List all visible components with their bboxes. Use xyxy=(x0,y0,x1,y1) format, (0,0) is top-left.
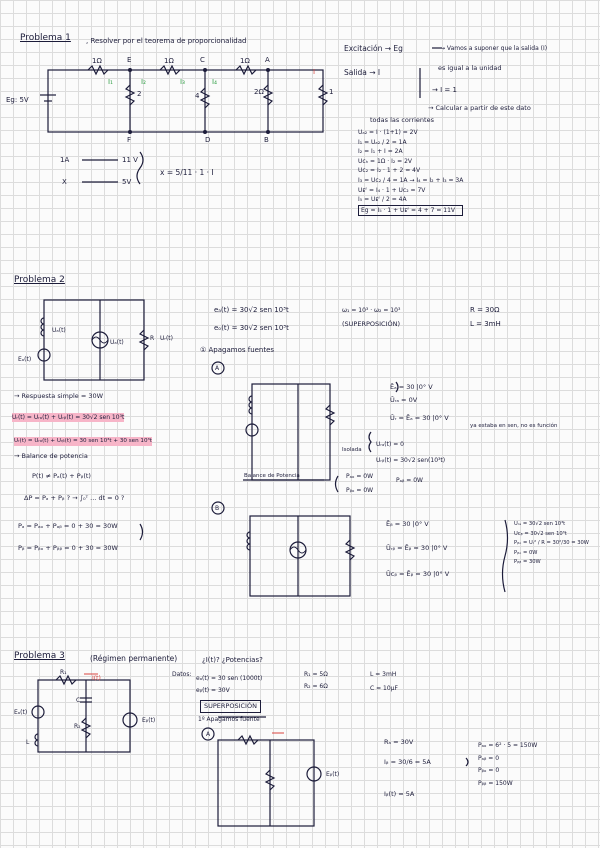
p2-rg1: Uᵣₐ = 30√2 sen 10³t xyxy=(514,521,566,527)
p1-prop-result: x = 5/11 · 1 · I xyxy=(160,168,214,177)
p1-excitation: Excitación → Eg xyxy=(344,44,403,53)
p3-questions: ¿I(t)? ¿Potencias? xyxy=(202,656,263,664)
p2-isol: Isolada xyxy=(342,447,362,453)
p2-dp: ΔP = Pₐ + Pᵦ ? → ∫₀ᵀ ... dt = 0 ? xyxy=(24,494,125,502)
p1-output: Salida → I xyxy=(344,68,381,77)
p1-calc-3: I₂ = I₁ + I = 2A xyxy=(358,148,403,156)
p1-note-d: → Calcular a partir de este dato xyxy=(428,104,531,112)
p2-eq1: eₐ(t) = 30√2 sen 10³t xyxy=(214,306,289,314)
p1-note-e: todas las corrientes xyxy=(370,116,434,124)
problem1-statement: , Resolver por el teorema de proporcionalidad xyxy=(86,37,247,45)
p1-node-label-e: E xyxy=(127,56,132,64)
p2-bal1: P(t) ≠ Pₐ(t) + Pᵦ(t) xyxy=(32,472,91,480)
p3-src-ea: Eₐ(t) xyxy=(14,709,28,716)
p1-calc-9: Eg = I₅ · 1 + Uᴇᶠ = 4 + 7 = 11V xyxy=(358,205,463,217)
p3-d6: C = 10µF xyxy=(370,685,398,692)
p2-pf3: Pᵦₒ = 0W xyxy=(346,487,374,494)
problem1-title: Problema 1 xyxy=(20,33,71,43)
p2-rc: Ūᵣ = Ēₐ = 30 |0° V xyxy=(390,414,449,422)
p2-apag: ① Apagamos fuentes xyxy=(200,346,275,354)
p3-lbl-c: C xyxy=(76,697,81,704)
p2-bal-pot: Balance de Potencia xyxy=(244,473,300,479)
p2-pf1: Pₐₒ = 0W xyxy=(346,473,374,480)
p3-powers xyxy=(478,740,537,790)
p3-res3: Iᵦ(t) = 5A xyxy=(384,790,415,798)
p1-node-label-c: C xyxy=(200,56,205,64)
p3-d4: R₂ = 6Ω xyxy=(304,683,328,690)
p3-lbl-eb2: Eᵦ(t) xyxy=(326,771,340,778)
p1-res-1: 1Ω xyxy=(92,57,102,65)
p2-rg2: Uᴄᵦ = 30√2 sen 10³t xyxy=(514,530,567,537)
p3-subtitle: (Régimen permanente) xyxy=(90,654,178,663)
p2-rb: Ūᵣₐ = 0V xyxy=(390,396,418,404)
p3-lbl-i: I(t) xyxy=(92,675,101,682)
p1-note-b: es igual a la unidad xyxy=(438,64,502,72)
p2-src2: Uₐ(t) xyxy=(110,339,124,346)
p2-rg3: Pᵦₒ = Uᵣ² / R = 30²/30 = 30W xyxy=(514,540,589,547)
problem2-title: Problema 2 xyxy=(14,275,65,285)
p2-rc-note: ya estaba en sen, no es función xyxy=(470,423,558,429)
p1-node-label-b: B xyxy=(264,136,269,144)
p3-circuit-2 xyxy=(218,740,314,826)
p1-calc-4: Uᴄₕ = 1Ω · I₂ = 2V xyxy=(358,157,413,165)
p3-lbl-l: L xyxy=(26,739,30,746)
p1-node-label-a: A xyxy=(265,56,270,64)
p2-src1: Uₐ(t) xyxy=(52,327,66,334)
p1-current-i1: I₁ xyxy=(108,78,113,86)
p1-current-i3: I₃ xyxy=(180,78,185,86)
p3-circled-a: A xyxy=(206,731,211,738)
p3-res2: Iᵦ = 30/6 = 5A xyxy=(384,758,431,766)
p1-res-5: 4 xyxy=(195,92,200,100)
p1-current-i2: I₂ xyxy=(141,78,146,86)
p2-pb: Pᵦ = Pᵦₒ + Pᵦᵦ = 0 + 30 = 30W xyxy=(18,544,118,552)
p3-circuit-1 xyxy=(38,680,130,752)
p1-calc-2: I₁ = Uₐ₂ / 2 = 1A xyxy=(358,138,407,146)
p1-calc-6: I₃ = Uᴄ₂ / 4 = 1A → I₄ = I₂ + I₃ = 3A xyxy=(358,176,464,184)
p1-calc-8: I₅ = Uᴇᶠ / 2 = 4A xyxy=(358,196,407,204)
p2-pf2: Pₐᵦ = 0W xyxy=(396,477,423,484)
p2-highlight-2: Uᵣ(t) = Uᵣₐ(t) + Uᵣᵦ(t) = 30 sen 10³t + 30 sen 10³t xyxy=(14,438,152,444)
p3-lbl-r2: R₂ xyxy=(74,723,81,730)
p2-rf3: Ūᴄᵦ = Ēᵦ = 30 |0° V xyxy=(386,570,450,578)
p1-res-4: 2 xyxy=(137,90,142,98)
p3-d2: eᵦ(t) = 30V xyxy=(196,687,230,694)
p2-rf1: Ēᵦ = 30 |0° V xyxy=(386,520,429,528)
p2-rg5: Pᵦᵦ = 30W xyxy=(514,559,541,566)
p1-calc-1: Uₐ₂ = I · (1+1) = 2V xyxy=(358,129,418,136)
p3-res1: Rₐ = 30V xyxy=(384,738,414,746)
p1-res-7: 1 xyxy=(329,88,334,96)
p1-prop-11v: 11 V xyxy=(122,156,138,164)
p1-calc-7: Uᴇᶠ = I₄ · 1 + Uᴄ₂ = 7V xyxy=(358,186,426,194)
p2-src3: Eₐ(t) xyxy=(18,356,32,363)
p3-pw1: Pₐₒ = 6² · 5 = 150W xyxy=(478,742,538,749)
p2-highlight-1: Uᵣ(t) = Uᵣₐ(t) + Uᵣᵦ(t) = 30√2 sen 10³t xyxy=(12,414,125,421)
p1-res-3: 1Ω xyxy=(240,57,250,65)
p2-super: (SUPERPOSICIÓN) xyxy=(342,320,401,328)
p2-omega: ω₁ = 10³ · ω₂ = 10³ xyxy=(342,307,401,314)
p3-lbl-r1: R₁ xyxy=(60,669,67,676)
p3-src-eb: Eᵦ(t) xyxy=(142,717,156,724)
p1-res-2: 1Ω xyxy=(164,57,174,65)
p3-apag: 1º Apagamos fuente xyxy=(198,716,260,723)
p3-datos: Datos: xyxy=(172,671,192,678)
problem3-title: Problema 3 xyxy=(14,651,65,661)
p1-calc-5: Uᴄ₂ = I₂ · 1 + 2 = 4V xyxy=(358,167,421,175)
p2-circled-b: B xyxy=(215,505,220,512)
p2-res-r: R xyxy=(150,335,155,342)
p1-note-c: → I = 1 xyxy=(432,86,457,94)
p1-eg-label: Eg: 5V xyxy=(6,96,29,104)
p3-pw2: Pₐᵦ = 0 xyxy=(478,754,500,762)
p2-rf2: Ūᵣᵦ = Ēᵦ = 30 |0° V xyxy=(386,544,448,552)
p1-prop-x: X xyxy=(62,178,67,186)
p3-d5: L = 3mH xyxy=(370,671,397,678)
p2-l-val: L = 3mH xyxy=(470,320,501,328)
p2-respuesta: → Respuesta simple = 30W xyxy=(14,392,104,400)
p2-balance: → Balance de potencia xyxy=(14,452,88,460)
p2-re: Uᵣᵦ(t) = 30√2 sen(10³t) xyxy=(376,457,446,464)
p1-current-i: I xyxy=(313,68,316,76)
p3-d1: eₐ(t) = 30 sen (1000t) xyxy=(196,675,263,682)
p3-d3: R₁ = 5Ω xyxy=(304,671,328,678)
p2-eq2: eₒ(t) = 30√2 sen 10³t xyxy=(214,324,289,332)
p1-node-label-f: F xyxy=(127,136,132,144)
p2-r-val: R = 30Ω xyxy=(470,306,500,314)
p1-prop-5v: 5V xyxy=(122,178,132,186)
p2-pa: Pₐ = Pₐₒ + Pₐᵦ = 0 + 30 = 30W xyxy=(18,522,118,530)
p1-prop-1a: 1A xyxy=(60,156,70,164)
p2-ra: Ēₐ = 30 |0° V xyxy=(390,383,433,391)
p2-res-label: Uᵣ(t) xyxy=(160,335,173,342)
p1-res-6: 2Ω xyxy=(254,88,264,96)
p3-super-box: SUPERPOSICIÓN xyxy=(200,700,261,713)
p2-rd: Uᵣₐ(t) = 0 xyxy=(376,441,404,448)
p3-brace xyxy=(466,758,468,766)
p3-pw4: Pᵦᵦ = 150W xyxy=(478,779,513,787)
p1-current-i4: I₄ xyxy=(212,78,217,86)
p3-pw3: Pᵦₒ = 0 xyxy=(478,767,500,774)
p2-rg4: Pᵦₒ = 0W xyxy=(514,549,538,556)
p1-note-a: → Vamos a suponer que la salida (I) xyxy=(440,45,548,52)
p1-node-label-d: D xyxy=(205,136,211,144)
p2-circled-a: A xyxy=(215,365,220,372)
